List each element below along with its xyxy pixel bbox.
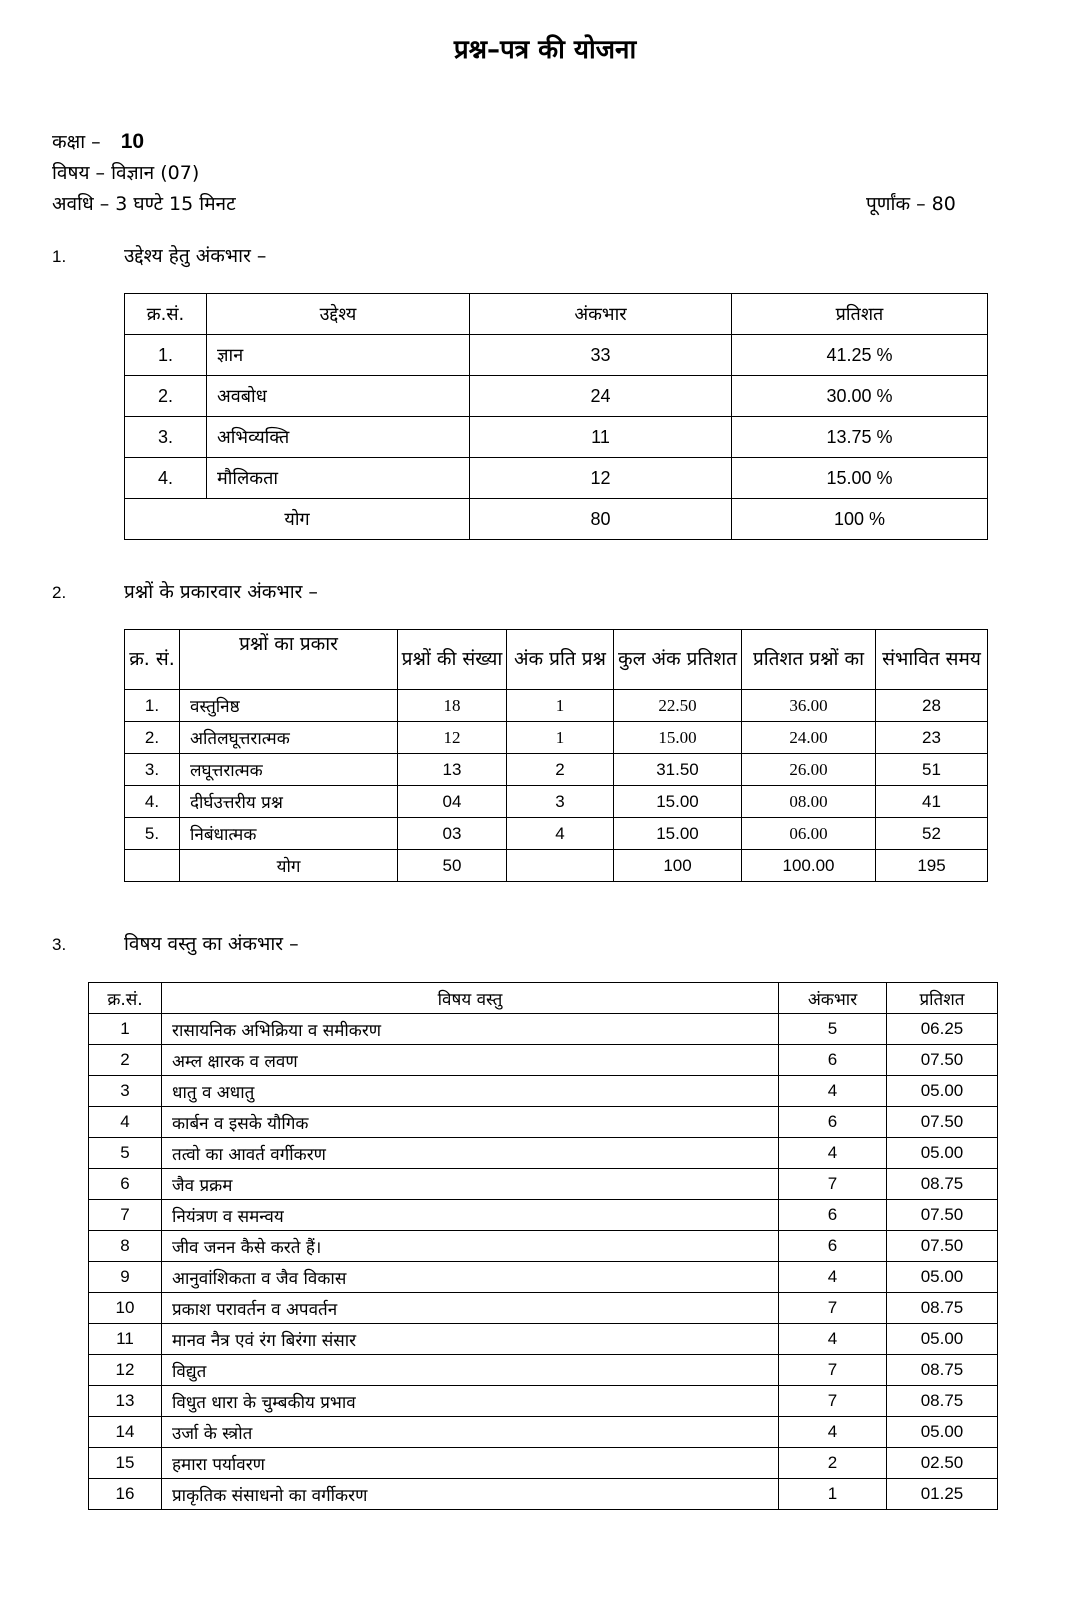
table-row <box>89 1324 998 1355</box>
question-type: लघूत्तरात्मक <box>180 754 398 786</box>
table-header-row <box>89 983 998 1014</box>
percent-cell: 05.00 <box>887 1076 998 1107</box>
table-row <box>89 1076 998 1107</box>
header-cell: अंक प्रति प्रश्न <box>507 630 614 690</box>
section2-title: प्रश्नों के प्रकारवार अंकभार – <box>124 581 318 603</box>
topic-name: उर्जा के स्त्रोत <box>162 1417 779 1448</box>
row-number: 12 <box>89 1355 162 1386</box>
question-percent: 36.00 <box>742 690 876 722</box>
table-row <box>89 1293 998 1324</box>
marks-cell: 1 <box>779 1479 887 1510</box>
topic-name: हमारा पर्यावरण <box>162 1448 779 1479</box>
table-row <box>125 786 988 818</box>
marks-cell: 5 <box>779 1014 887 1045</box>
percent-cell: 08.75 <box>887 1293 998 1324</box>
percent-cell: 07.50 <box>887 1231 998 1262</box>
table-header-row <box>125 294 988 335</box>
table-row <box>89 1138 998 1169</box>
total-time: 195 <box>876 850 988 882</box>
header-cell: अंकभार <box>470 294 732 335</box>
topic-name: जैव प्रक्रम <box>162 1169 779 1200</box>
marks-per-question: 3 <box>507 786 614 818</box>
percent-cell: 08.75 <box>887 1355 998 1386</box>
table-row <box>89 1107 998 1138</box>
marks-cell: 7 <box>779 1169 887 1200</box>
table-row <box>89 1479 998 1510</box>
question-type: दीर्घउत्तरीय प्रश्न <box>180 786 398 818</box>
question-type: निबंधात्मक <box>180 818 398 850</box>
percent-cell: 06.25 <box>887 1014 998 1045</box>
row-number: 8 <box>89 1231 162 1262</box>
max-marks: पूर्णांक – 80 <box>866 193 956 215</box>
header-cell: क्र.सं. <box>125 294 207 335</box>
header-cell: विषय वस्तु <box>162 983 779 1014</box>
row-number: 5 <box>89 1138 162 1169</box>
row-number: 3. <box>125 754 180 786</box>
topic-name: प्राकृतिक संसाधनो का वर्गीकरण <box>162 1479 779 1510</box>
objective-name: मौलिकता <box>207 458 470 499</box>
expected-time: 51 <box>876 754 988 786</box>
question-type-table <box>124 629 988 882</box>
row-number: 3 <box>89 1076 162 1107</box>
header-cell: प्रश्नों का प्रकार <box>180 630 398 690</box>
section3-number: 3. <box>52 935 67 954</box>
row-number: 4 <box>89 1107 162 1138</box>
row-number: 10 <box>89 1293 162 1324</box>
percent-cell: 07.50 <box>887 1200 998 1231</box>
row-number: 2 <box>89 1045 162 1076</box>
row-number: 4. <box>125 458 207 499</box>
table-row <box>125 458 988 499</box>
section1-title: उद्देश्य हेतु अंकभार – <box>124 245 267 267</box>
table-row <box>89 1014 998 1045</box>
total-questions: 50 <box>398 850 507 882</box>
question-count: 12 <box>398 722 507 754</box>
table-row <box>89 1231 998 1262</box>
header-cell: प्रश्नों की संख्या <box>398 630 507 690</box>
header-cell: प्रतिशत <box>887 983 998 1014</box>
total-row <box>125 499 988 540</box>
total-marks-percent: 100 <box>614 850 742 882</box>
topic-name: रासायनिक अभिक्रिया व समीकरण <box>162 1014 779 1045</box>
content-weightage-table <box>88 982 998 1510</box>
total-marks: 80 <box>470 499 732 540</box>
table-row <box>125 818 988 850</box>
percent-cell: 13.75 % <box>732 417 988 458</box>
topic-name: जीव जनन कैसे करते हैं। <box>162 1231 779 1262</box>
marks-cell: 4 <box>779 1417 887 1448</box>
row-number: 2. <box>125 376 207 417</box>
question-count: 18 <box>398 690 507 722</box>
marks-cell: 4 <box>779 1076 887 1107</box>
total-blank <box>507 850 614 882</box>
question-type: अतिलघूत्तरात्मक <box>180 722 398 754</box>
row-number: 4. <box>125 786 180 818</box>
row-number: 5. <box>125 818 180 850</box>
percent-cell: 08.75 <box>887 1169 998 1200</box>
row-number: 14 <box>89 1417 162 1448</box>
topic-name: आनुवांशिकता व जैव विकास <box>162 1262 779 1293</box>
expected-time: 52 <box>876 818 988 850</box>
total-marks-percent: 15.00 <box>614 722 742 754</box>
question-count: 04 <box>398 786 507 818</box>
marks-cell: 7 <box>779 1386 887 1417</box>
duration-line: अवधि – 3 घण्टे 15 मिनट <box>52 193 236 215</box>
header-cell: कुल अंक प्रतिशत <box>614 630 742 690</box>
table-row <box>125 722 988 754</box>
header-cell: क्र. सं. <box>125 630 180 690</box>
objective-weightage-table <box>124 293 988 540</box>
marks-cell: 6 <box>779 1045 887 1076</box>
section2-number: 2. <box>52 583 67 602</box>
total-marks-percent: 15.00 <box>614 818 742 850</box>
objective-name: ज्ञान <box>207 335 470 376</box>
question-count: 03 <box>398 818 507 850</box>
marks-cell: 2 <box>779 1448 887 1479</box>
marks-cell: 11 <box>470 417 732 458</box>
row-number: 1 <box>89 1014 162 1045</box>
total-blank <box>125 850 180 882</box>
header-cell: प्रतिशत प्रश्नों का <box>742 630 876 690</box>
row-number: 13 <box>89 1386 162 1417</box>
percent-cell: 30.00 % <box>732 376 988 417</box>
table-row <box>89 1448 998 1479</box>
marks-cell: 6 <box>779 1200 887 1231</box>
percent-cell: 05.00 <box>887 1324 998 1355</box>
question-percent: 24.00 <box>742 722 876 754</box>
total-label: योग <box>180 850 398 882</box>
marks-per-question: 1 <box>507 722 614 754</box>
topic-name: कार्बन व इसके यौगिक <box>162 1107 779 1138</box>
section1-number: 1. <box>52 247 67 266</box>
table-row <box>125 754 988 786</box>
row-number: 9 <box>89 1262 162 1293</box>
page-title: प्रश्न–पत्र की योजना <box>453 35 637 65</box>
marks-cell: 33 <box>470 335 732 376</box>
class-value: 10 <box>120 130 145 153</box>
class-line <box>52 128 144 154</box>
topic-name: प्रकाश परावर्तन व अपवर्तन <box>162 1293 779 1324</box>
objective-name: अवबोध <box>207 376 470 417</box>
question-type: वस्तुनिष्ठ <box>180 690 398 722</box>
marks-cell: 4 <box>779 1138 887 1169</box>
marks-cell: 4 <box>779 1324 887 1355</box>
subject-line: विषय – विज्ञान (07) <box>52 162 200 184</box>
row-number: 16 <box>89 1479 162 1510</box>
row-number: 15 <box>89 1448 162 1479</box>
row-number: 6 <box>89 1169 162 1200</box>
percent-cell: 05.00 <box>887 1417 998 1448</box>
row-number: 11 <box>89 1324 162 1355</box>
topic-name: मानव नैत्र एवं रंग बिरंगा संसार <box>162 1324 779 1355</box>
total-percent: 100 % <box>732 499 988 540</box>
marks-cell: 6 <box>779 1231 887 1262</box>
total-row <box>125 850 988 882</box>
table-row <box>89 1262 998 1293</box>
percent-cell: 05.00 <box>887 1262 998 1293</box>
total-marks-percent: 31.50 <box>614 754 742 786</box>
total-question-percent: 100.00 <box>742 850 876 882</box>
question-percent: 08.00 <box>742 786 876 818</box>
question-percent: 06.00 <box>742 818 876 850</box>
percent-cell: 07.50 <box>887 1045 998 1076</box>
topic-name: नियंत्रण व समन्वय <box>162 1200 779 1231</box>
objective-name: अभिव्यक्ति <box>207 417 470 458</box>
header-cell: क्र.सं. <box>89 983 162 1014</box>
section3-title: विषय वस्तु का अंकभार – <box>124 933 299 955</box>
percent-cell: 02.50 <box>887 1448 998 1479</box>
percent-cell: 41.25 % <box>732 335 988 376</box>
table-row <box>125 417 988 458</box>
marks-per-question: 1 <box>507 690 614 722</box>
topic-name: विधुत धारा के चुम्बकीय प्रभाव <box>162 1386 779 1417</box>
marks-cell: 7 <box>779 1355 887 1386</box>
percent-cell: 08.75 <box>887 1386 998 1417</box>
percent-cell: 05.00 <box>887 1138 998 1169</box>
marks-per-question: 4 <box>507 818 614 850</box>
table-row <box>89 1417 998 1448</box>
question-percent: 26.00 <box>742 754 876 786</box>
total-marks-percent: 15.00 <box>614 786 742 818</box>
row-number: 2. <box>125 722 180 754</box>
marks-cell: 7 <box>779 1293 887 1324</box>
header-cell: संभावित समय <box>876 630 988 690</box>
header-cell: उद्देश्य <box>207 294 470 335</box>
class-label: कक्षा – <box>52 131 101 153</box>
row-number: 1. <box>125 335 207 376</box>
question-count: 13 <box>398 754 507 786</box>
percent-cell: 15.00 % <box>732 458 988 499</box>
topic-name: धातु व अधातु <box>162 1076 779 1107</box>
expected-time: 23 <box>876 722 988 754</box>
total-marks-percent: 22.50 <box>614 690 742 722</box>
row-number: 3. <box>125 417 207 458</box>
marks-cell: 4 <box>779 1262 887 1293</box>
header-cell: प्रतिशत <box>732 294 988 335</box>
total-label: योग <box>125 499 470 540</box>
marks-cell: 6 <box>779 1107 887 1138</box>
expected-time: 41 <box>876 786 988 818</box>
percent-cell: 01.25 <box>887 1479 998 1510</box>
marks-cell: 12 <box>470 458 732 499</box>
row-number: 1. <box>125 690 180 722</box>
table-row <box>89 1200 998 1231</box>
table-row <box>89 1169 998 1200</box>
header-cell: अंकभार <box>779 983 887 1014</box>
table-row <box>89 1386 998 1417</box>
table-row <box>89 1045 998 1076</box>
table-row <box>125 376 988 417</box>
topic-name: विद्युत <box>162 1355 779 1386</box>
topic-name: तत्वो का आवर्त वर्गीकरण <box>162 1138 779 1169</box>
table-row <box>125 335 988 376</box>
marks-per-question: 2 <box>507 754 614 786</box>
percent-cell: 07.50 <box>887 1107 998 1138</box>
table-row <box>125 690 988 722</box>
row-number: 7 <box>89 1200 162 1231</box>
table-header-row <box>125 630 988 690</box>
expected-time: 28 <box>876 690 988 722</box>
topic-name: अम्ल क्षारक व लवण <box>162 1045 779 1076</box>
marks-cell: 24 <box>470 376 732 417</box>
table-row <box>89 1355 998 1386</box>
